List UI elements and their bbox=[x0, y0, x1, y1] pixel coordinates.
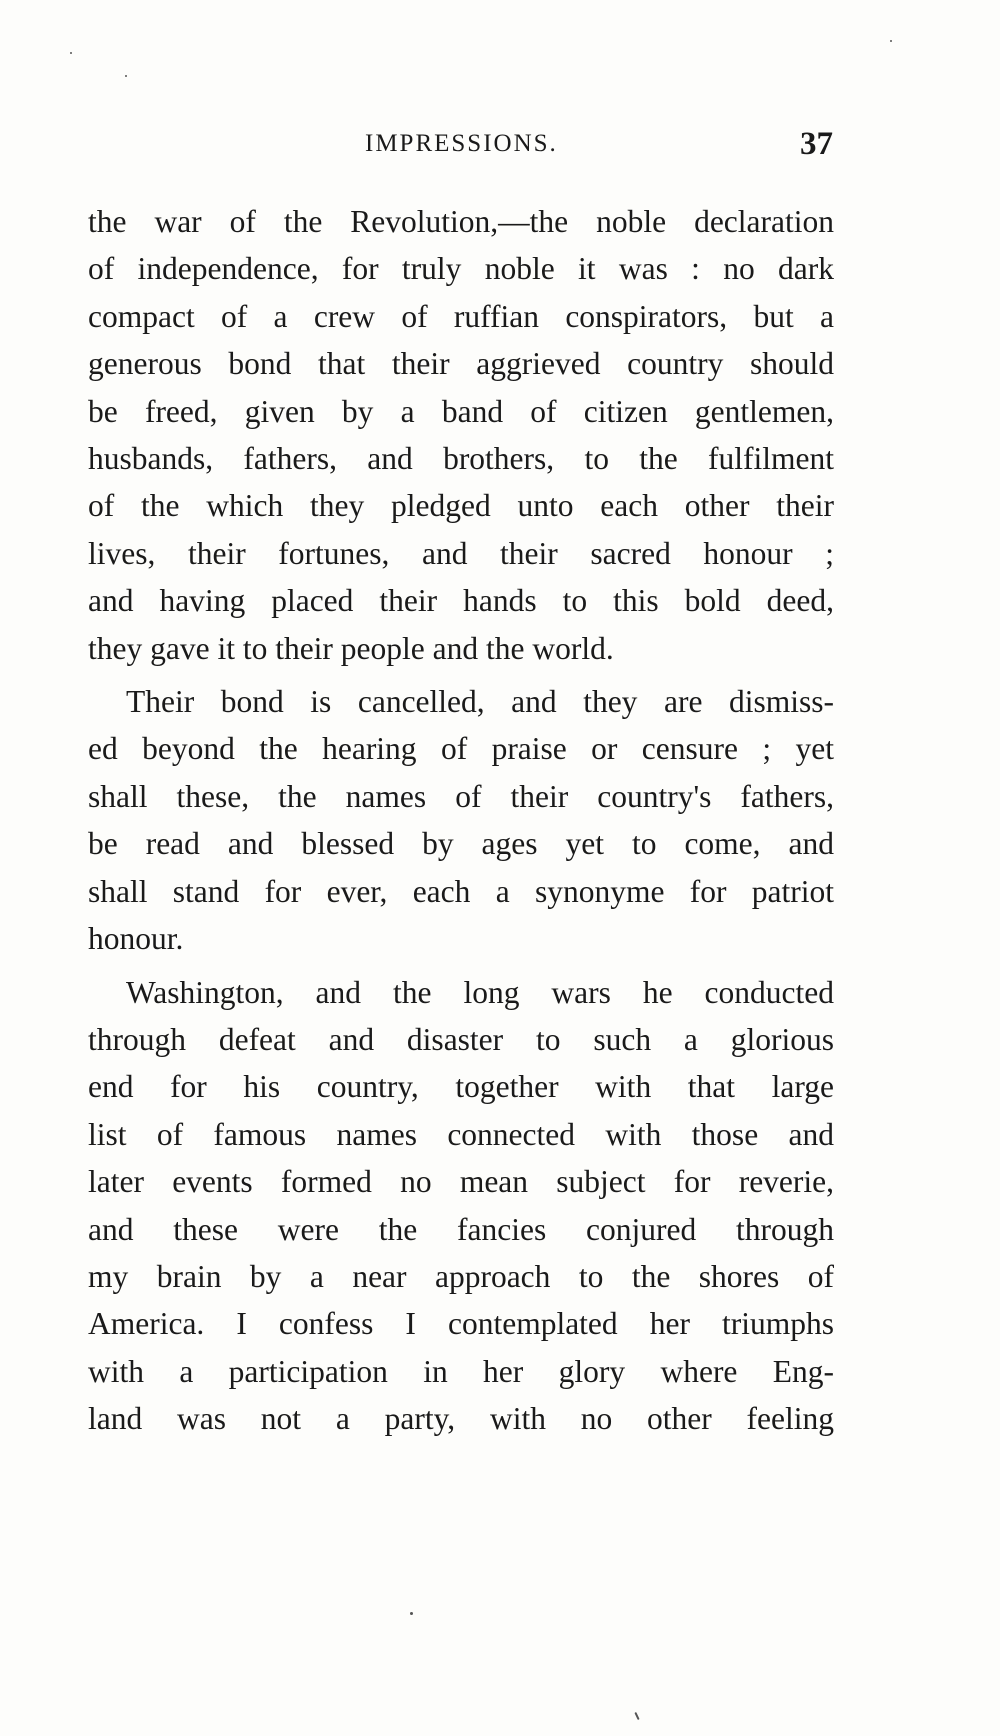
text-line: honour. bbox=[88, 921, 184, 957]
text-line: of independence, for truly noble it was : no dark bbox=[88, 251, 834, 287]
text-line: and having placed their hands to this bold deed, bbox=[88, 583, 834, 619]
text-line: list of famous names connected with those and bbox=[88, 1116, 834, 1152]
text-line: shall stand for ever, each a synonyme for patriot bbox=[88, 873, 834, 909]
text-line: compact of a crew of ruffian conspirators, but a bbox=[88, 298, 834, 334]
scan-speck bbox=[125, 75, 127, 77]
text-line: generous bond that their aggrieved country should bbox=[88, 346, 834, 382]
scan-speck bbox=[890, 40, 892, 42]
text-line: the war of the Revolution,—the noble declaration bbox=[88, 204, 834, 239]
text-line: be freed, given by a band of citizen gentlemen, bbox=[88, 393, 834, 429]
paragraph-1 bbox=[88, 198, 834, 672]
text-line: my brain by a near approach to the shores of bbox=[88, 1258, 834, 1294]
page-header bbox=[0, 126, 1000, 180]
text-line: land was not a party, with no other feeling bbox=[88, 1401, 834, 1437]
text-line: America. I confess I contemplated her triumphs bbox=[88, 1306, 834, 1342]
text-line: and these were the fancies conjured through bbox=[88, 1211, 834, 1247]
text-line: Washington, and the long wars he conducted bbox=[126, 974, 834, 1010]
running-head: IMPRESSIONS. bbox=[365, 130, 558, 157]
text-line: husbands, fathers, and brothers, to the fulfilment bbox=[88, 441, 834, 477]
text-line: with a participation in her glory where Eng- bbox=[88, 1353, 834, 1389]
paragraph-3 bbox=[88, 969, 834, 1443]
text-line: shall these, the names of their country's fathers, bbox=[88, 778, 834, 814]
text-line: through defeat and disaster to such a glorious bbox=[88, 1021, 834, 1057]
scan-speck bbox=[410, 1612, 413, 1615]
page-number: 37 bbox=[800, 126, 833, 162]
scan-speck bbox=[70, 52, 72, 54]
text-line: ed beyond the hearing of praise or censure ; yet bbox=[88, 731, 834, 767]
text-line: they gave it to their people and the world. bbox=[88, 630, 614, 666]
text-line: lives, their fortunes, and their sacred honour ; bbox=[88, 535, 834, 571]
paragraph-2 bbox=[88, 678, 834, 962]
scan-speck bbox=[634, 1712, 639, 1720]
body-text bbox=[88, 198, 834, 1443]
text-line: Their bond is cancelled, and they are dismiss- bbox=[126, 684, 834, 720]
text-line: later events formed no mean subject for reverie, bbox=[88, 1164, 834, 1200]
text-line: of the which they pledged unto each other their bbox=[88, 488, 834, 524]
text-line: end for his country, together with that large bbox=[88, 1069, 834, 1105]
text-line: be read and blessed by ages yet to come, and bbox=[88, 826, 834, 862]
